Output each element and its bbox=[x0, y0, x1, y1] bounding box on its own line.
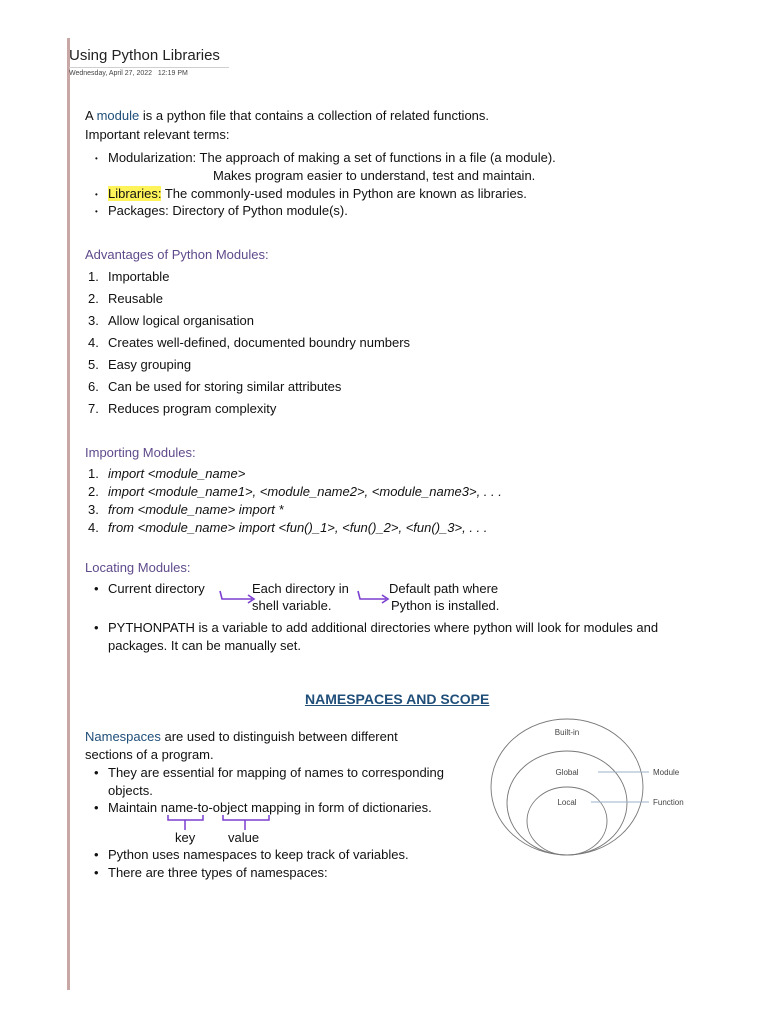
bullet-icon: • bbox=[95, 190, 98, 199]
locating-each-1: Each directory in bbox=[252, 581, 349, 596]
pythonpath-line-2: packages. It can be manually set. bbox=[108, 638, 301, 653]
namespaces-term: Namespaces bbox=[85, 729, 161, 744]
ns-bullet-1-cont: objects. bbox=[108, 783, 153, 798]
module-term: module bbox=[96, 108, 140, 123]
advantages-heading: Advantages of Python Modules: bbox=[85, 247, 269, 262]
list-item: 5. Easy grouping bbox=[88, 357, 192, 372]
page-timestamp bbox=[69, 70, 188, 77]
title-underline bbox=[69, 67, 229, 68]
list-item: 2. Reusable bbox=[88, 291, 163, 306]
locating-default-2: Python is installed. bbox=[391, 598, 500, 613]
pythonpath-line-1: PYTHONPATH is a variable to add additional directories where python will look for modules and bbox=[108, 620, 659, 635]
bullet-icon: • bbox=[94, 847, 99, 862]
term-modularization-cont: Makes program easier to understand, test and maintain. bbox=[213, 168, 536, 183]
key-label: key bbox=[175, 830, 196, 845]
namespaces-line-2: sections of a program. bbox=[85, 747, 214, 762]
list-item: 2. import <module_name1>, <module_name2>, <module_name3>, . . . bbox=[88, 484, 502, 499]
terms-label: Important relevant terms: bbox=[85, 127, 230, 142]
module-label: Module bbox=[653, 768, 680, 777]
builtin-label: Built-in bbox=[554, 728, 580, 737]
ns-bullet-1: They are essential for mapping of names to corresponding bbox=[108, 765, 445, 780]
bullet-icon: • bbox=[94, 800, 99, 815]
function-label: Function bbox=[653, 798, 684, 807]
arrow-right-icon bbox=[218, 590, 258, 604]
namespaces-line-1: Namespaces are used to distinguish between different bbox=[85, 729, 398, 744]
locating-each-2: shell variable. bbox=[252, 598, 332, 613]
global-label: Global bbox=[555, 768, 579, 777]
page-margin-line bbox=[67, 38, 70, 990]
bullet-icon: • bbox=[94, 620, 99, 635]
intro-line: A module is a python file that contains a collection of related functions. bbox=[85, 108, 490, 123]
local-label: Local bbox=[557, 798, 577, 807]
bullet-icon: • bbox=[95, 207, 98, 216]
namespace-scope-diagram bbox=[485, 715, 705, 860]
bullet-icon: • bbox=[94, 765, 99, 780]
bullet-icon: • bbox=[94, 581, 99, 596]
list-item: 3. Allow logical organisation bbox=[88, 313, 254, 328]
locating-current: Current directory bbox=[108, 581, 205, 596]
bullet-icon: • bbox=[94, 865, 99, 880]
term-libraries: Libraries: The commonly-used modules in Python are known as libraries. bbox=[108, 186, 527, 201]
list-item: 7. Reduces program complexity bbox=[88, 401, 277, 416]
list-item: 6. Can be used for storing similar attributes bbox=[88, 379, 342, 394]
list-item: 1. Importable bbox=[88, 269, 170, 284]
libraries-highlight: Libraries: bbox=[108, 186, 162, 201]
ns-bullet-3: Python uses namespaces to keep track of variables. bbox=[108, 847, 409, 862]
ns-bullet-2: Maintain name-to-object mapping in form of dictionaries. bbox=[108, 800, 432, 815]
list-item: 1. import <module_name> bbox=[88, 466, 246, 481]
term-modularization: Modularization: The approach of making a set of functions in a file (a module). bbox=[108, 150, 556, 165]
arrow-right-icon bbox=[356, 590, 392, 604]
value-label: value bbox=[228, 830, 260, 845]
ns-bullet-4: There are three types of namespaces: bbox=[108, 865, 328, 880]
page-date: Wednesday, April 27, 2022 bbox=[69, 70, 153, 77]
list-item: 4. Creates well-defined, documented boundry numbers bbox=[88, 335, 411, 350]
term-packages: Packages: Directory of Python module(s). bbox=[108, 203, 348, 218]
importing-heading: Importing Modules: bbox=[85, 445, 196, 460]
bullet-icon: • bbox=[95, 154, 98, 163]
section-title: NAMESPACES AND SCOPE bbox=[305, 691, 490, 707]
page-time: 12:19 PM bbox=[157, 70, 188, 77]
page-title: Using Python Libraries bbox=[69, 47, 220, 64]
list-item: 4. from <module_name> import <fun()_1>, <fun()_2>, <fun()_3>, . . . bbox=[88, 520, 488, 535]
locating-heading: Locating Modules: bbox=[85, 560, 191, 575]
list-item: 3. from <module_name> import * bbox=[88, 502, 284, 517]
locating-default-1: Default path where bbox=[389, 581, 499, 596]
